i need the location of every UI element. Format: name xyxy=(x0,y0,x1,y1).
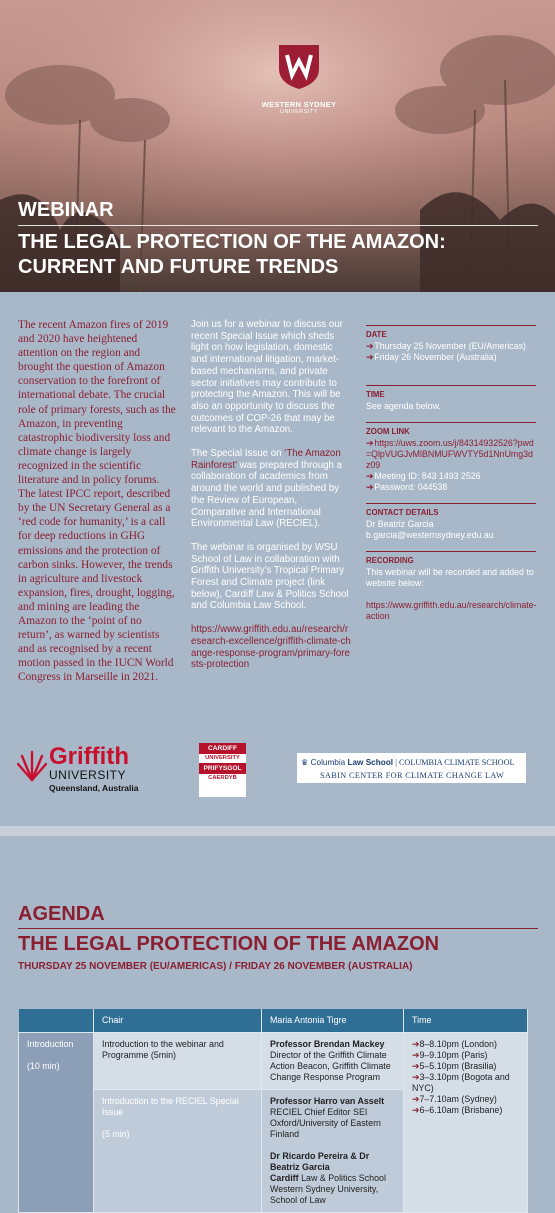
row3-bold: Cardiff xyxy=(270,1173,299,1183)
date-heading: DATE xyxy=(366,330,387,339)
arrow-icon: ➔ xyxy=(412,1094,420,1104)
time-sydney: 7–7.10am (Sydney) xyxy=(419,1094,497,1104)
zoom-heading: ZOOM LINK xyxy=(366,427,410,436)
row3-affiliation xyxy=(270,1173,395,1206)
time-section xyxy=(366,385,536,412)
title-line-2: CURRENT AND FUTURE TRENDS xyxy=(18,256,339,278)
meeting-id-item xyxy=(366,471,536,482)
table-row xyxy=(19,1033,528,1090)
partner-logos xyxy=(0,740,555,800)
row2-duration: (5 min) xyxy=(102,1129,130,1139)
zoom-link[interactable]: https://uws.zoom.us/j/84314932526?pwd=QlpVUGJvMlBNMUFWVTY5d1NnUmg3dz09 xyxy=(366,438,534,470)
intro-text: The recent Amazon fires of 2019 and 2020 have heightened attention on the region and brought the question of Amazon conservation to the forefront of international debate. The crucial role of primary forests, such as the Amazon, in preventing catastrophic biodiversity loss and climate change is largely recognized in the scientific literature and in policy forums. The latest IPCC report, described by the UN Secretary General as a ‘red code for humanity,’ is a call for deep reductions in GHG emissions and the protection of carbon sinks. However, the trends in agriculture and livestock expansion, fires, drought, logging, and mining are leading the Amazon to the ‘point of no return’, as warned by scientists and as recognised by a recent motion passed in the IUCN World Congress in Marseille in 2021. xyxy=(18,319,176,684)
date-1: Thursday 25 November (EU/Americas) xyxy=(374,341,526,351)
arrow-icon: ➔ xyxy=(366,482,374,492)
details-column xyxy=(366,325,536,632)
description-column xyxy=(191,319,351,683)
table-cell xyxy=(19,1033,94,1213)
page-title xyxy=(18,230,538,280)
logo-sub: UNIVERSITY xyxy=(279,109,318,115)
row3-name: Dr Ricardo Pereira & Dr Beatriz Garcia xyxy=(270,1151,370,1172)
climate-school-word: | COLUMBIA CLIMATE SCHOOL xyxy=(395,758,515,767)
p2-pre: The Special Issue on xyxy=(191,448,285,460)
recording-section xyxy=(366,551,536,622)
agenda-title: THE LEGAL PROTECTION OF THE AMAZON xyxy=(18,933,440,955)
time-heading: TIME xyxy=(366,390,385,399)
table-header: Maria Antonia Tigre xyxy=(262,1009,404,1033)
zoom-section xyxy=(366,422,536,493)
shield-icon xyxy=(277,43,321,91)
griffith-name: Griffith xyxy=(49,743,129,770)
contact-section xyxy=(366,503,536,541)
time-item xyxy=(412,1061,519,1072)
agenda-table xyxy=(18,1009,528,1213)
arrow-icon: ➔ xyxy=(366,438,374,448)
time-paris: 9–9.10pm (Paris) xyxy=(419,1050,488,1060)
row1-name: Professor Brendan Mackey xyxy=(270,1039,385,1049)
agenda-date: THURSDAY 25 NOVEMBER (EU/AMERICAS) / FRIDAY 26 NOVEMBER (AUSTRALIA) xyxy=(18,961,413,972)
recording-heading: RECORDING xyxy=(366,556,414,565)
table-header: Chair xyxy=(94,1009,262,1033)
time-item xyxy=(412,1094,519,1105)
table-header: Time xyxy=(404,1009,528,1033)
special-issue-link[interactable]: ‘The Amazon Rainforest’ xyxy=(191,448,341,471)
date-item xyxy=(366,352,536,363)
time-london: 8–8.10pm (London) xyxy=(419,1039,497,1049)
section-separator xyxy=(0,826,555,836)
table-header-row xyxy=(19,1009,528,1033)
time-item xyxy=(412,1072,519,1094)
table-cell xyxy=(404,1033,528,1213)
arrow-icon: ➔ xyxy=(412,1105,420,1115)
time-bogota: 3–3.10pm (Bogota and NYC) xyxy=(412,1072,510,1093)
row3-rest: Law & Politics School Western Sydney University, School of Law xyxy=(270,1173,386,1205)
cardiff-line-2: UNIVERSITY xyxy=(205,755,240,761)
paragraph-2 xyxy=(191,448,351,530)
contact-email[interactable]: b.garcia@westernsydney.edu.au xyxy=(366,530,494,540)
crown-icon: ♛ xyxy=(301,758,309,767)
paragraph-3: The webinar is organised by WSU School of Law in collaboration with Griffith University’s Tropical Primary Forest and Climate project (link below), Cardiff Law & Politics School and Columbia Law School. xyxy=(191,541,349,612)
recording-text: This webinar will be recorded and added to website below: xyxy=(366,567,534,588)
password: Password: 044538 xyxy=(374,482,448,492)
time-brasilia: 5–5.10pm (Brasilia) xyxy=(419,1061,497,1071)
hero-banner xyxy=(0,0,555,292)
cardiff-line-4: CAERDYḂ xyxy=(208,775,237,781)
meeting-id: Meeting ID: 843 1493 2526 xyxy=(374,471,481,481)
griffith-university: UNIVERSITY xyxy=(49,768,127,782)
contact-heading: CONTACT DETAILS xyxy=(366,508,439,517)
title-line-1: THE LEGAL PROTECTION OF THE AMAZON: xyxy=(18,231,446,253)
cardiff-line-3: PRIFYSGOL xyxy=(199,763,246,774)
row2-desc: Introduction to the RECIEL Special Issue xyxy=(102,1096,239,1117)
row2-name: Professor Harro van Asselt xyxy=(270,1096,385,1106)
row1-affiliation: Director of the Griffith Climate Action Beacon, Griffith Climate Change Response Program xyxy=(270,1050,391,1082)
date-section xyxy=(366,325,536,363)
row2-affiliation: RECIEL Chief Editor SEI Oxford/University of Eastern Finland xyxy=(270,1107,381,1139)
table-cell xyxy=(262,1033,404,1090)
table-cell xyxy=(94,1033,262,1090)
table-header xyxy=(19,1009,94,1033)
arrow-icon: ➔ xyxy=(412,1050,420,1060)
time-item xyxy=(412,1105,519,1116)
recording-link[interactable]: https://www.griffith.edu.au/research/climate-action xyxy=(366,600,537,621)
time-item xyxy=(412,1039,519,1050)
table-cell xyxy=(262,1090,404,1213)
webinar-label: WEBINAR xyxy=(18,199,114,221)
columbia-line-2: SABIN CENTER FOR CLIMATE CHANGE LAW xyxy=(320,771,505,780)
intro-label: Introduction xyxy=(27,1039,74,1049)
logo-name: WESTERN SYDNEY xyxy=(261,100,337,109)
columbia-logo xyxy=(297,753,526,783)
arrow-icon: ➔ xyxy=(412,1039,420,1049)
time-brisbane: 6–6.10am (Brisbane) xyxy=(419,1105,503,1115)
intro-duration: (10 min) xyxy=(27,1061,60,1071)
table-cell xyxy=(94,1090,262,1213)
griffith-location: Queensland, Australia xyxy=(49,783,139,793)
divider xyxy=(18,928,538,929)
law-school-word: Law School xyxy=(347,758,393,767)
griffith-emblem-icon xyxy=(17,748,47,782)
arrow-icon: ➔ xyxy=(366,341,374,351)
date-item xyxy=(366,341,536,352)
arrow-icon: ➔ xyxy=(366,471,374,481)
contact-name: Dr Beatriz Garcia xyxy=(366,519,434,529)
zoom-item xyxy=(366,438,536,471)
agenda-label: AGENDA xyxy=(18,903,105,925)
arrow-icon: ➔ xyxy=(412,1072,420,1082)
griffith-logo xyxy=(17,744,152,794)
arrow-icon: ➔ xyxy=(366,352,374,362)
date-2: Friday 26 November (Australia) xyxy=(374,352,497,362)
divider xyxy=(18,225,538,226)
columbia-line-1 xyxy=(301,757,515,767)
row1-desc: Introduction to the webinar and Programme (5min) xyxy=(102,1039,224,1060)
p2-post: was prepared through a collaboration of academics from around the world and published by the Review of European, Comparative and International Environmental Law (RECIEL). xyxy=(191,459,342,530)
cardiff-line-1: CARDIFF xyxy=(199,743,246,754)
paragraph-1: Join us for a webinar to discuss our recent Special Issue which sheds light on how legislation, domestic and international litigation, market-based mechanisms, and private sector initiatives may contribute to protecting the Amazon. This will be also an opportunity to discuss the outcomes of COP-26 that may be relevant to the Amazon. xyxy=(191,319,343,436)
time-item xyxy=(412,1050,519,1061)
cardiff-logo xyxy=(199,743,246,797)
western-sydney-logo xyxy=(249,43,349,115)
time-text: See agenda below. xyxy=(366,401,441,411)
password-item xyxy=(366,482,536,493)
columbia-word: Columbia xyxy=(310,758,346,767)
griffith-link[interactable]: https://www.griffith.edu.au/research/research-excellence/griffith-climate-change-response-program/primary-forests-protection xyxy=(191,624,351,671)
arrow-icon: ➔ xyxy=(412,1061,420,1071)
